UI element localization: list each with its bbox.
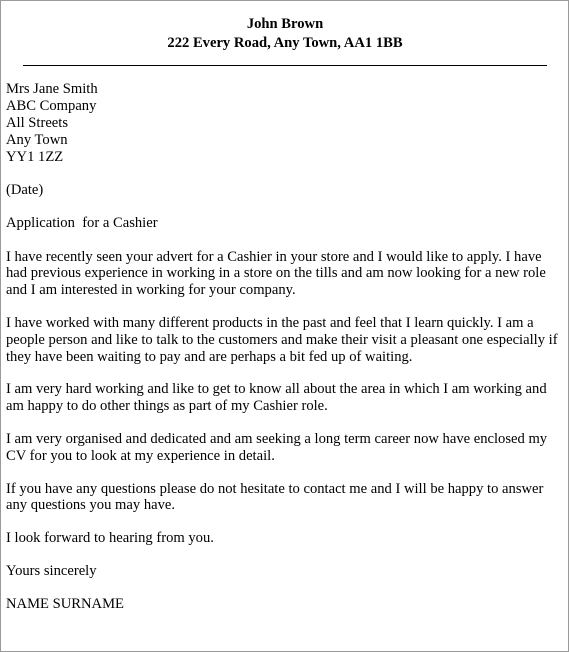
letter-signature: NAME SURNAME: [6, 595, 124, 612]
body-paragraph: If you have any questions please do not hesitate to contact me and I will be happy to answer any questions you may have.: [6, 480, 544, 514]
letter-date: (Date): [6, 182, 44, 198]
body-paragraph: I have recently seen your advert for a Cashier in your store and I would like to apply. I have had previous experience in working in a store on the tills and am now looking for a new role and I am interested in working for your company.: [6, 248, 546, 299]
header-divider: [23, 65, 547, 66]
recipient-line: YY1 1ZZ: [6, 149, 64, 165]
recipient-address: [6, 81, 562, 166]
letter-subject: Application for a Cashier: [6, 214, 158, 231]
letter-header: [23, 15, 547, 53]
recipient-line: All Streets: [6, 115, 69, 131]
recipient-line: ABC Company: [6, 98, 97, 114]
body-paragraph: I have worked with many different products in the past and feel that I learn quickly. I am a people person and like to talk to the customers and make their visit a pleasant one especially if they have been waiting to pay and are perhaps a bit fed up of waiting.: [6, 314, 558, 365]
cover-letter: [6, 15, 562, 613]
body-paragraph: I look forward to hearing from you.: [6, 530, 214, 547]
recipient-line: Any Town: [6, 132, 68, 148]
letter-closing: Yours sincerely: [6, 562, 97, 579]
recipient-line: Mrs Jane Smith: [6, 81, 98, 97]
body-paragraph: I am very hard working and like to get to know all about the area in which I am working and am happy to do other things as part of my Cashier role.: [6, 381, 547, 415]
sender-address: 222 Every Road, Any Town, AA1 1BB: [167, 35, 403, 51]
sender-name: John Brown: [246, 16, 324, 32]
body-paragraph: I am very organised and dedicated and am seeking a long term career now have enclosed my CV for you to look at my experience in detail.: [6, 430, 548, 464]
